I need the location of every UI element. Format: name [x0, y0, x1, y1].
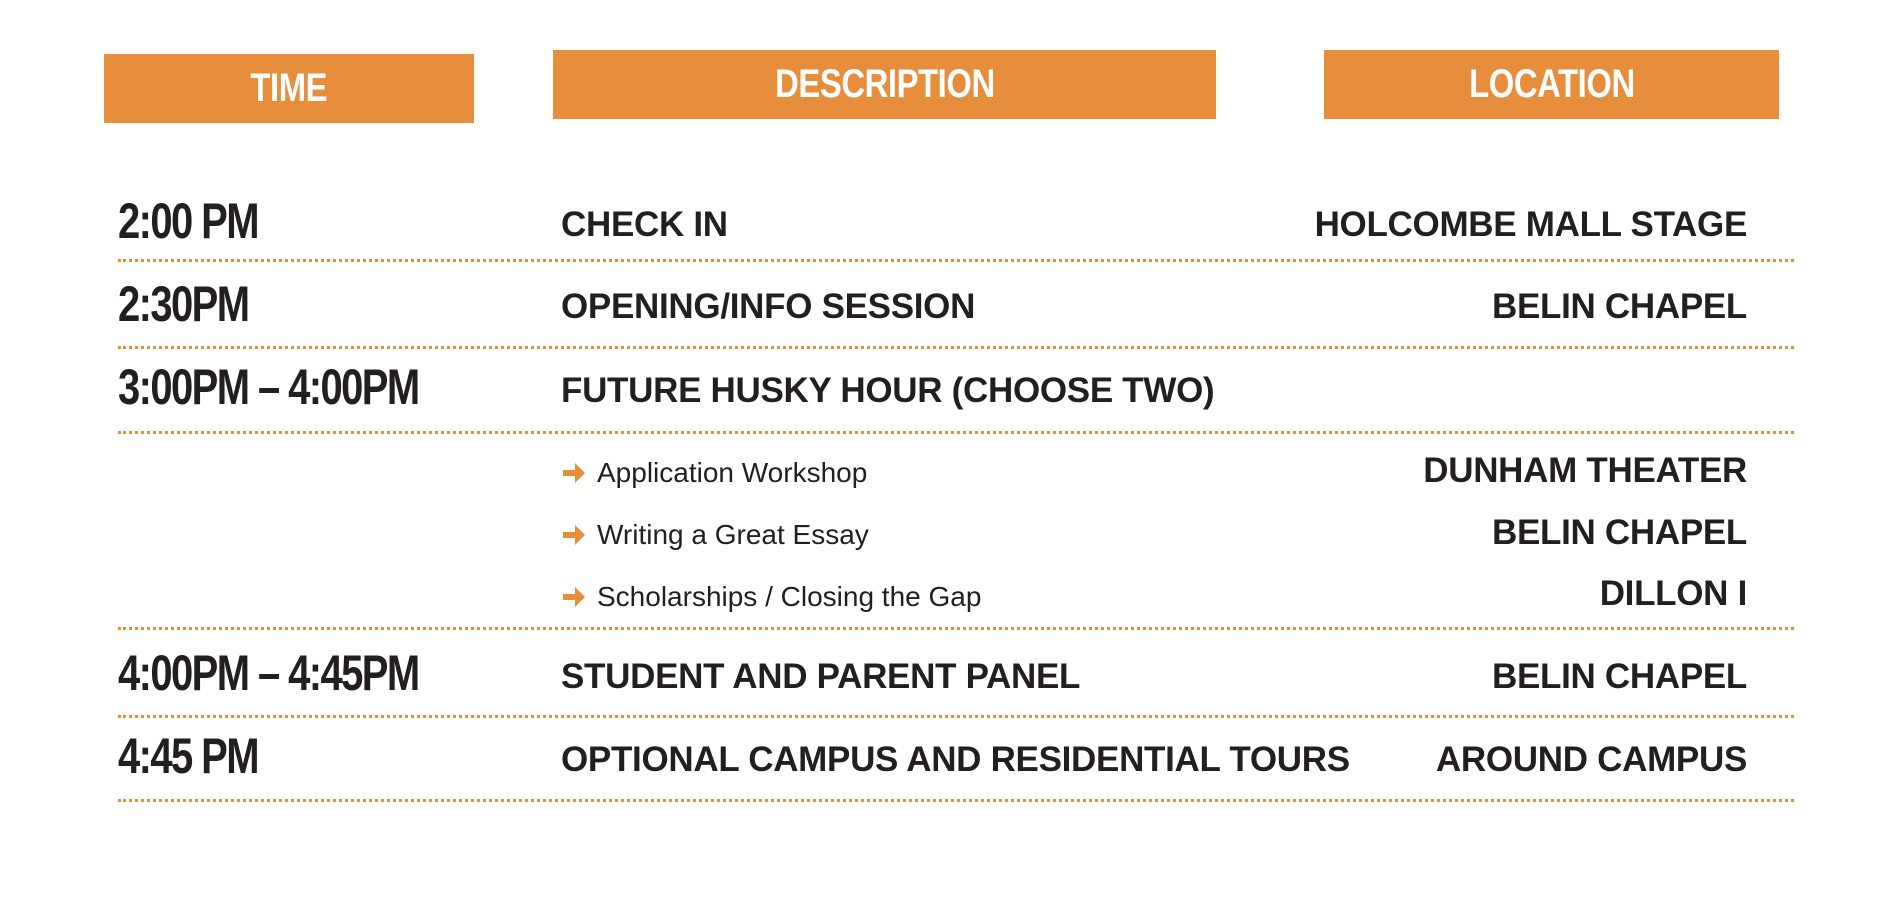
header-time-label: TIME — [250, 66, 328, 110]
row-4-location: BELIN CHAPEL — [1491, 657, 1747, 696]
header-description-label: DESCRIPTION — [774, 62, 995, 106]
row-divider — [118, 346, 1794, 349]
header-description — [553, 50, 1216, 119]
row-1-description: CHECK IN — [561, 205, 728, 244]
row-divider — [118, 431, 1794, 434]
row-4-time: 4:00PM – 4:45PM — [118, 645, 419, 701]
row-divider — [118, 715, 1794, 718]
row-2-description: OPENING/INFO SESSION — [561, 287, 976, 326]
row-1-time: 2:00 PM — [118, 193, 258, 249]
row-divider — [118, 627, 1794, 630]
header-time — [104, 54, 474, 123]
row-2-time: 2:30PM — [118, 276, 249, 332]
session-item-1-label: Application Workshop — [597, 457, 868, 488]
session-item-1-location: DUNHAM THEATER — [1423, 451, 1747, 490]
row-1-location: HOLCOMBE MALL STAGE — [1314, 205, 1747, 244]
session-item-1 — [561, 459, 867, 487]
row-divider — [118, 259, 1794, 262]
row-divider — [118, 799, 1794, 802]
row-4-description: STUDENT AND PARENT PANEL — [561, 657, 1081, 696]
row-5-time: 4:45 PM — [118, 728, 258, 784]
session-item-2-location: BELIN CHAPEL — [1491, 513, 1747, 552]
arrow-right-icon — [561, 460, 587, 486]
row-2-location: BELIN CHAPEL — [1491, 287, 1747, 326]
row-5-description: OPTIONAL CAMPUS AND RESIDENTIAL TOURS — [561, 740, 1350, 779]
arrow-right-icon — [561, 522, 587, 548]
header-location-label: LOCATION — [1468, 62, 1635, 106]
row-3-description: FUTURE HUSKY HOUR (CHOOSE TWO) — [561, 371, 1215, 410]
session-item-2 — [561, 521, 869, 549]
session-item-3-label: Scholarships / Closing the Gap — [597, 581, 982, 612]
header-location — [1324, 50, 1779, 119]
row-3-time: 3:00PM – 4:00PM — [118, 359, 419, 415]
session-item-2-label: Writing a Great Essay — [597, 519, 869, 550]
session-item-3-location: DILLON I — [1599, 574, 1747, 613]
arrow-right-icon — [561, 584, 587, 610]
row-5-location: AROUND CAMPUS — [1435, 740, 1747, 779]
session-item-3 — [561, 583, 981, 611]
